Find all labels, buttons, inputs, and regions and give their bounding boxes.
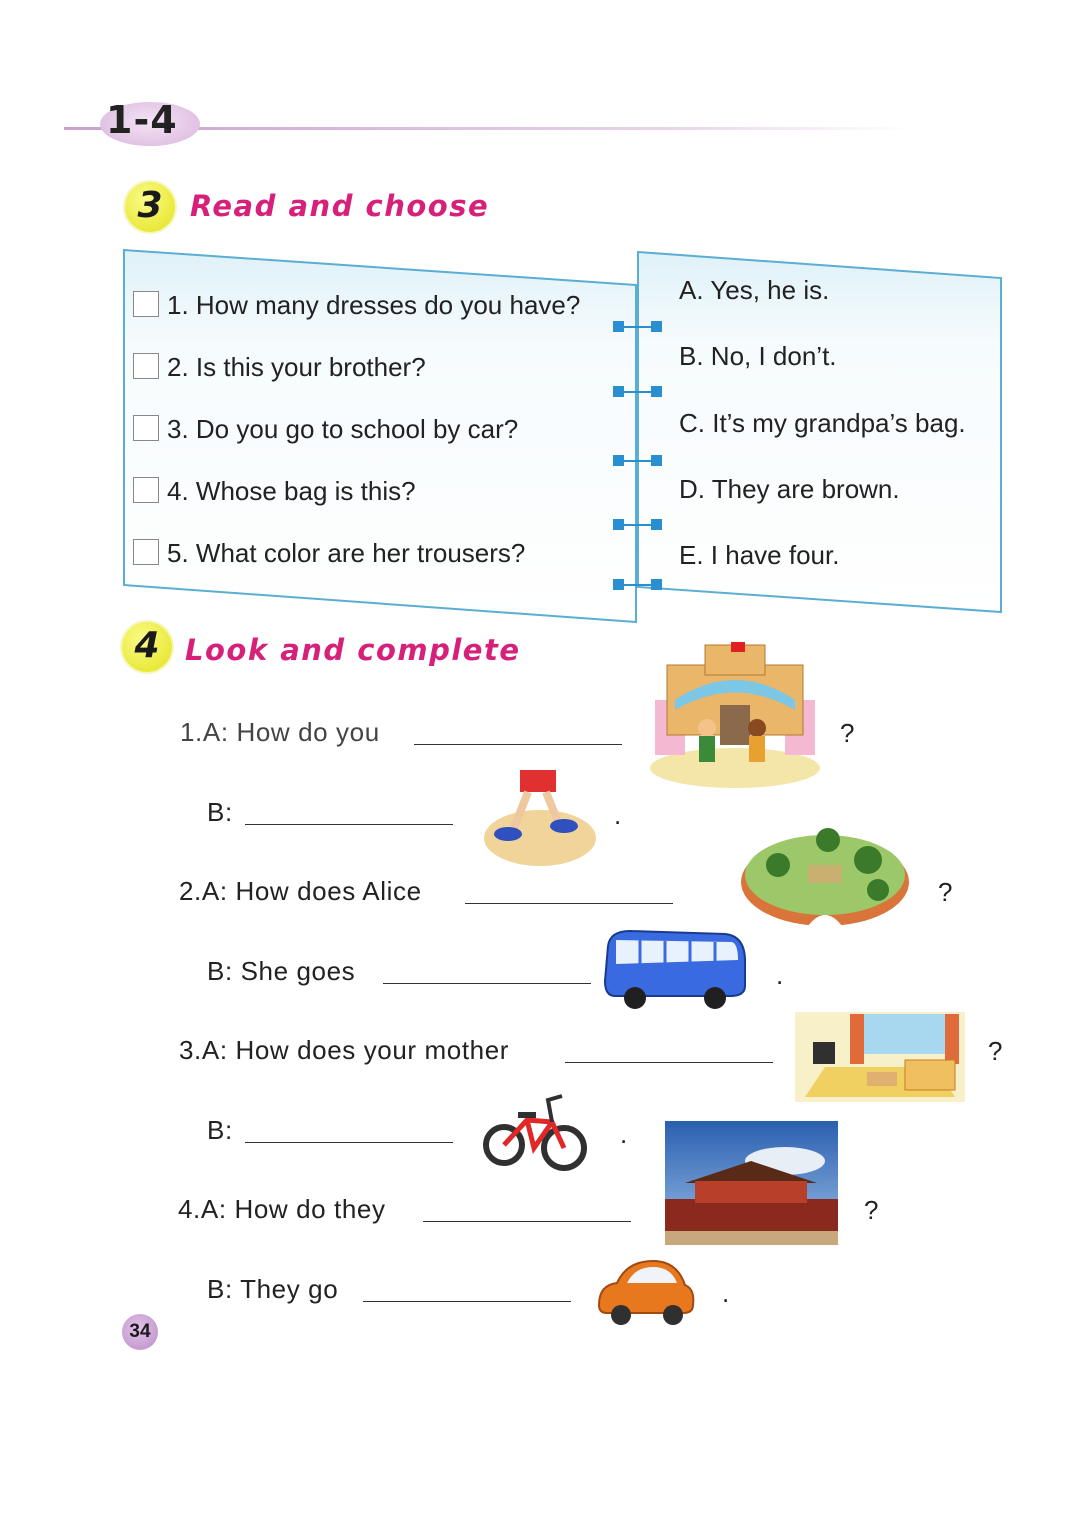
complete-line-2a: 2.A: How does Alice <box>179 876 422 906</box>
blank-3b[interactable] <box>245 1142 453 1143</box>
blank-3a[interactable] <box>565 1062 773 1063</box>
question-4: 4. Whose bag is this? <box>167 476 416 506</box>
blank-2b[interactable] <box>383 983 591 984</box>
answer-a: A. Yes, he is. <box>679 275 830 305</box>
answer-e: E. I have four. <box>679 540 840 570</box>
blank-4a[interactable] <box>423 1221 631 1222</box>
blank-2a[interactable] <box>465 903 673 904</box>
question-1: 1. How many dresses do you have? <box>167 290 581 320</box>
question-3: 3. Do you go to school by car? <box>167 414 519 444</box>
blank-1b[interactable] <box>245 824 453 825</box>
punct-3b: . <box>620 1119 628 1149</box>
answer-checkbox-2[interactable] <box>133 353 159 379</box>
answer-b: B. No, I don’t. <box>679 341 837 371</box>
answer-d: D. They are brown. <box>679 474 900 504</box>
section-4-title: Look and complete <box>185 633 521 667</box>
complete-line-2b: B: She goes <box>207 956 356 986</box>
answer-checkbox-4[interactable] <box>133 477 159 503</box>
complete-line-4b: B: They go <box>207 1274 339 1304</box>
punct-1b: . <box>614 800 622 830</box>
answer-checkbox-5[interactable] <box>133 539 159 565</box>
punct-1a: ? <box>840 718 855 748</box>
answer-c: C. It’s my grandpa’s bag. <box>679 408 966 438</box>
school-icon <box>645 640 825 790</box>
complete-line-3a: 3.A: How does your mother <box>179 1035 510 1065</box>
section-4-number: 4 <box>134 625 160 666</box>
walking-feet-icon <box>480 768 598 868</box>
punct-2a: ? <box>938 877 953 907</box>
blank-1a[interactable] <box>414 744 622 745</box>
section-3-title: Read and choose <box>190 189 490 223</box>
blank-4b[interactable] <box>363 1301 571 1302</box>
question-2: 2. Is this your brother? <box>167 352 426 382</box>
living-room-icon <box>795 1012 965 1102</box>
punct-3a: ? <box>988 1036 1003 1066</box>
answer-checkbox-3[interactable] <box>133 415 159 441</box>
punct-4b: . <box>722 1278 730 1308</box>
punct-2b: . <box>776 960 784 990</box>
complete-line-1a: 1.A: How do you <box>180 717 380 747</box>
answer-checkbox-1[interactable] <box>133 291 159 317</box>
page-number: 34 <box>129 1321 151 1342</box>
tiananmen-icon <box>665 1121 838 1245</box>
section-3-number: 3 <box>137 185 163 226</box>
bicycle-icon <box>482 1090 587 1175</box>
question-5: 5. What color are her trousers? <box>167 538 526 568</box>
punct-4a: ? <box>864 1195 879 1225</box>
complete-line-1b: B: <box>207 797 233 827</box>
complete-line-4a: 4.A: How do they <box>178 1194 386 1224</box>
unit-number: 1-4 <box>106 98 178 142</box>
complete-line-3b: B: <box>207 1115 233 1145</box>
car-icon <box>593 1255 698 1330</box>
zoo-icon <box>738 820 913 930</box>
bus-icon <box>600 926 750 1011</box>
